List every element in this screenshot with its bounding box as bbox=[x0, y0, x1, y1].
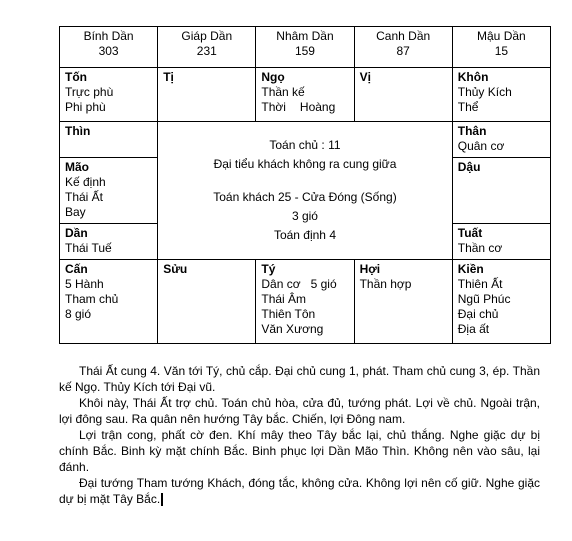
center-line: 3 gió bbox=[291, 209, 318, 223]
paragraph-text: Đại tướng Tham tướng Khách, đóng tắc, không cửa. Không lợi nên cố giữ. Nghe giặc dự bị mặt Tây Bắc. bbox=[59, 476, 540, 506]
paragraph: Lợi trận cong, phất cờ đen. Khí mây theo Tây bắc lại, chủ thắng. Nghe giặc dự bị chính Bắc. Binh kỳ mặt chính Bắc. Binh phục lợi Dần Mão Thìn. Không nên vào sâu, lại đánh. bbox=[59, 428, 540, 474]
cell-tuat bbox=[452, 224, 550, 260]
palace-grid bbox=[59, 26, 551, 344]
center-line: Toán chủ : 11 bbox=[269, 138, 341, 152]
cell-dan bbox=[60, 224, 158, 260]
cell-line: Địa ất bbox=[457, 322, 490, 336]
cell-title: Kiền bbox=[457, 262, 484, 276]
cell-line-part: Thời bbox=[261, 100, 286, 114]
cell-title: Hợi bbox=[359, 262, 381, 276]
cell-line: 8 gió bbox=[65, 307, 92, 321]
header-number: 303 bbox=[98, 44, 119, 58]
header-row bbox=[60, 27, 551, 68]
cell-title: Tị bbox=[163, 70, 174, 84]
cell-line: Thái Tuế bbox=[65, 241, 112, 255]
cell-title: Sửu bbox=[163, 262, 188, 276]
cell-title: Mão bbox=[65, 160, 89, 174]
cell-title: Tốn bbox=[65, 70, 87, 84]
bottom-palace-row bbox=[60, 260, 551, 344]
text-cursor bbox=[161, 493, 163, 506]
cell-line: Thể bbox=[457, 100, 479, 114]
cell-line: Thiên Ất bbox=[457, 277, 503, 291]
cell-line: 5 Hành bbox=[65, 277, 104, 291]
cell-line: Quân cơ bbox=[457, 139, 505, 153]
cell-vi bbox=[354, 68, 452, 122]
center-line: Toán khách 25 - Cửa Đóng (Sống) bbox=[213, 190, 397, 204]
header-cell bbox=[256, 27, 354, 68]
cell-line: Phi phù bbox=[65, 100, 106, 114]
cell-line bbox=[261, 277, 348, 292]
paragraph[interactable] bbox=[59, 475, 540, 507]
cell-line bbox=[261, 100, 348, 115]
header-name: Mậu Dần bbox=[477, 29, 526, 43]
cell-title: Dậu bbox=[457, 160, 481, 174]
header-cell bbox=[354, 27, 452, 68]
cell-line: Văn Xương bbox=[261, 322, 324, 336]
cell-kien bbox=[452, 260, 550, 344]
cell-title: Cấn bbox=[65, 262, 88, 276]
cell-line: Đại chủ bbox=[457, 307, 499, 321]
cell-title: Ngọ bbox=[261, 70, 285, 84]
cell-title: Dần bbox=[65, 226, 88, 240]
body-text bbox=[59, 363, 540, 507]
cell-can bbox=[60, 260, 158, 344]
cell-line: Thần hợp bbox=[359, 277, 412, 291]
header-cell bbox=[60, 27, 158, 68]
cell-title: Vị bbox=[359, 70, 371, 84]
cell-line: Thần kế bbox=[261, 85, 305, 99]
thin-row bbox=[60, 122, 551, 158]
header-name: Nhâm Dần bbox=[276, 29, 334, 43]
cell-title: Khôn bbox=[457, 70, 489, 84]
cell-line: Thái Âm bbox=[261, 292, 307, 306]
header-number: 231 bbox=[196, 44, 217, 58]
paragraph: Thái Ất cung 4. Văn tới Tý, chủ cắp. Đại chủ cung 1, phát. Tham chủ cung 3, ép. Thần kế Ngọ. Thủy Kích tới Đại vũ. bbox=[59, 364, 540, 394]
center-line: Toán định 4 bbox=[273, 228, 336, 242]
cell-ty bbox=[256, 260, 354, 344]
header-name: Giáp Dần bbox=[181, 29, 233, 43]
cell-thin bbox=[60, 122, 158, 158]
center-line: Đại tiểu khách không ra cung giữa bbox=[213, 157, 397, 171]
cell-dau bbox=[452, 158, 550, 224]
cell-line: Thái Ất bbox=[65, 190, 104, 204]
paragraph: Khôi này, Thái Ất trợ chủ. Toán chủ hòa, cửa đủ, tướng phát. Lợi về chủ. Ngoài trận, lợi đông sau. Ra quân nên hướng Tây bắc. Chiến, lợi Đông nam. bbox=[59, 396, 540, 426]
cell-ti bbox=[158, 68, 256, 122]
cell-hoi bbox=[354, 260, 452, 344]
header-name: Canh Dần bbox=[376, 29, 431, 43]
cell-ngo bbox=[256, 68, 354, 122]
cell-mao bbox=[60, 158, 158, 224]
cell-line-part: Hoàng bbox=[299, 100, 336, 114]
cell-line: Kế định bbox=[65, 175, 106, 189]
header-number: 159 bbox=[294, 44, 315, 58]
header-number: 87 bbox=[396, 44, 410, 58]
cell-title: Tý bbox=[261, 262, 276, 276]
header-number: 15 bbox=[494, 44, 509, 58]
cell-line-part: 5 gió bbox=[310, 277, 337, 291]
cell-line: Thiên Tôn bbox=[261, 307, 316, 321]
cell-line: Thủy Kích bbox=[457, 85, 512, 99]
cell-suu bbox=[158, 260, 256, 344]
header-name: Bính Dần bbox=[83, 29, 134, 43]
cell-line: Bay bbox=[65, 205, 86, 219]
cell-title: Tuất bbox=[457, 226, 483, 240]
cell-line: Tham chủ bbox=[65, 292, 119, 306]
cell-title: Thìn bbox=[65, 124, 91, 138]
cell-than bbox=[452, 122, 550, 158]
cell-line: Ngũ Phúc bbox=[457, 292, 511, 306]
header-cell bbox=[452, 27, 550, 68]
top-palace-row bbox=[60, 68, 551, 122]
cell-line-part: Dân cơ bbox=[261, 277, 301, 291]
center-cell bbox=[158, 122, 453, 260]
header-cell bbox=[158, 27, 256, 68]
cell-title: Thân bbox=[457, 124, 487, 138]
cell-line: Trực phù bbox=[65, 85, 114, 99]
cell-line: Thần cơ bbox=[457, 241, 503, 255]
cell-khon bbox=[452, 68, 550, 122]
cell-ton bbox=[60, 68, 158, 122]
